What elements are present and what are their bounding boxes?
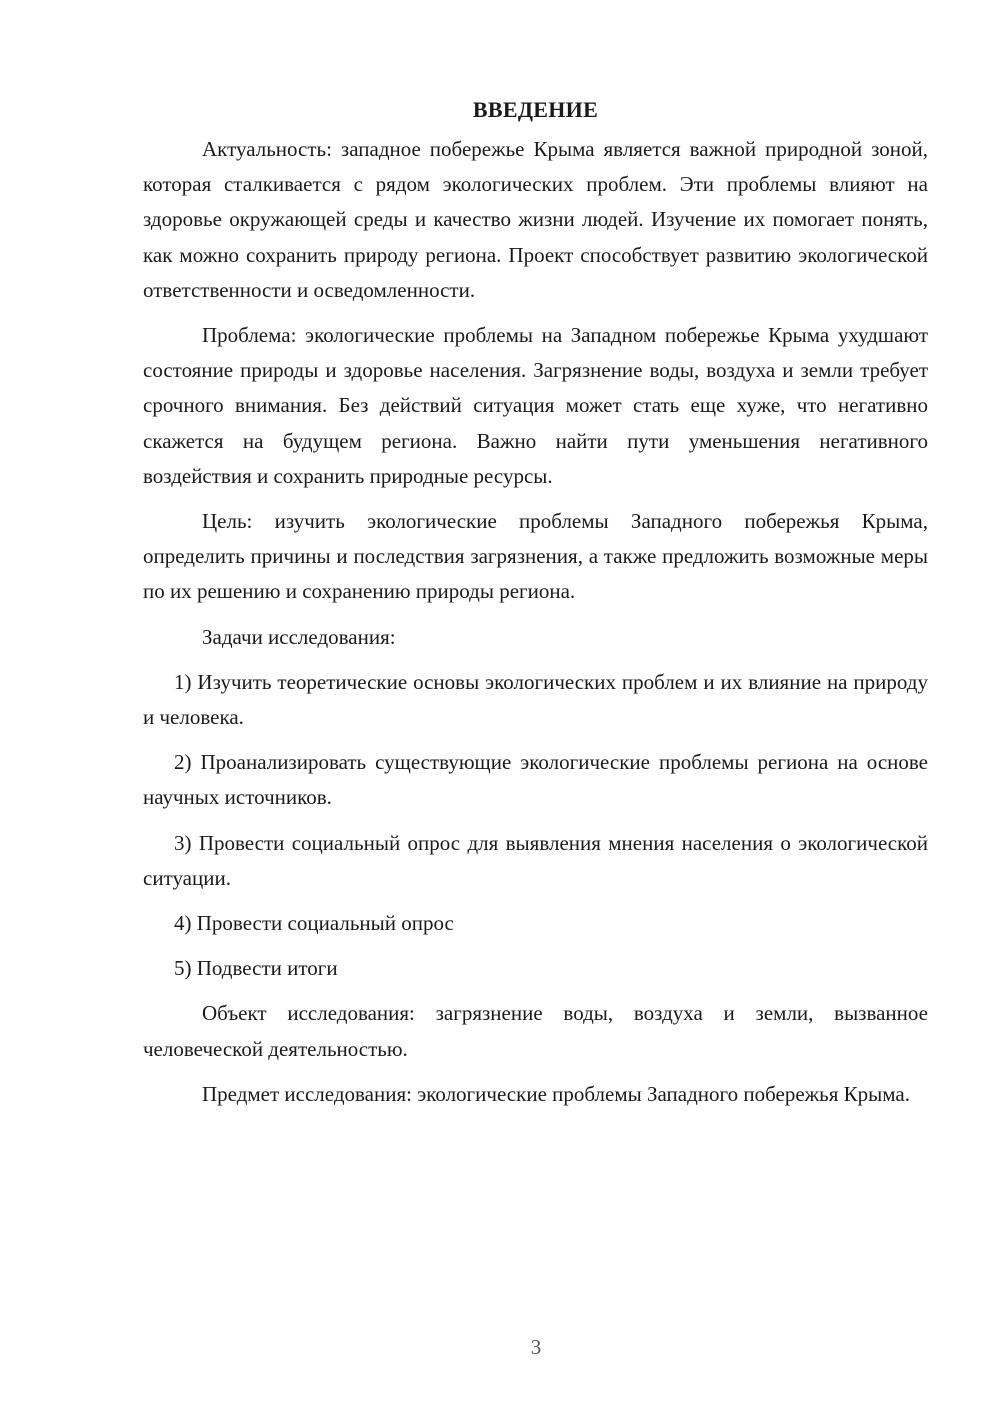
task-item-4: 4) Провести социальный опрос bbox=[174, 911, 454, 936]
task-item-2: 2) Проанализировать существующие экологические проблемы региона на основе научных источников. bbox=[143, 750, 928, 810]
problem-paragraph: Проблема: экологические проблемы на Западном побережье Крыма ухудшают состояние природы и здоровье населения. Загрязнение воды, воздуха и земли требует срочного внимания. Без действий ситуация может стать еще хуже, что негативно скажется на будущем региона. Важно найти пути уменьшения негативного воздействия и сохранить природные ресурсы. bbox=[143, 323, 928, 488]
task-item-5: 5) Подвести итоги bbox=[174, 956, 338, 981]
document-body bbox=[143, 92, 928, 1122]
task-item-1: 1) Изучить теоретические основы экологических проблем и их влияние на природу и человека. bbox=[143, 669, 928, 730]
object-paragraph: Объект исследования: загрязнение воды, воздуха и земли, вызванное человеческой деятельностью. bbox=[143, 1001, 928, 1061]
page-title: ВВЕДЕНИЕ bbox=[472, 97, 599, 122]
subject-paragraph: Предмет исследования: экологические проблемы Западного побережья Крыма. bbox=[202, 1081, 910, 1106]
relevance-paragraph: Актуальность: западное побережье Крыма является важной природной зоной, которая сталкивается с рядом экологических проблем. Эти проблемы влияют на здоровье окружающей среды и качество жизни людей. Изучение их помогает понять, как можно сохранить природу региона. Проект способствует развитию экологической ответственности и осведомленности. bbox=[143, 137, 928, 302]
goal-paragraph: Цель: изучить экологические проблемы Западного побережья Крыма, определить причины и последствия загрязнения, а также предложить возможные меры по их решению и сохранению природы региона. bbox=[143, 509, 928, 604]
tasks-heading: Задачи исследования: bbox=[202, 624, 396, 649]
task-item-3: 3) Провести социальный опрос для выявления мнения населения о экологической ситуации. bbox=[143, 830, 928, 890]
page-number: 3 bbox=[530, 1335, 542, 1359]
